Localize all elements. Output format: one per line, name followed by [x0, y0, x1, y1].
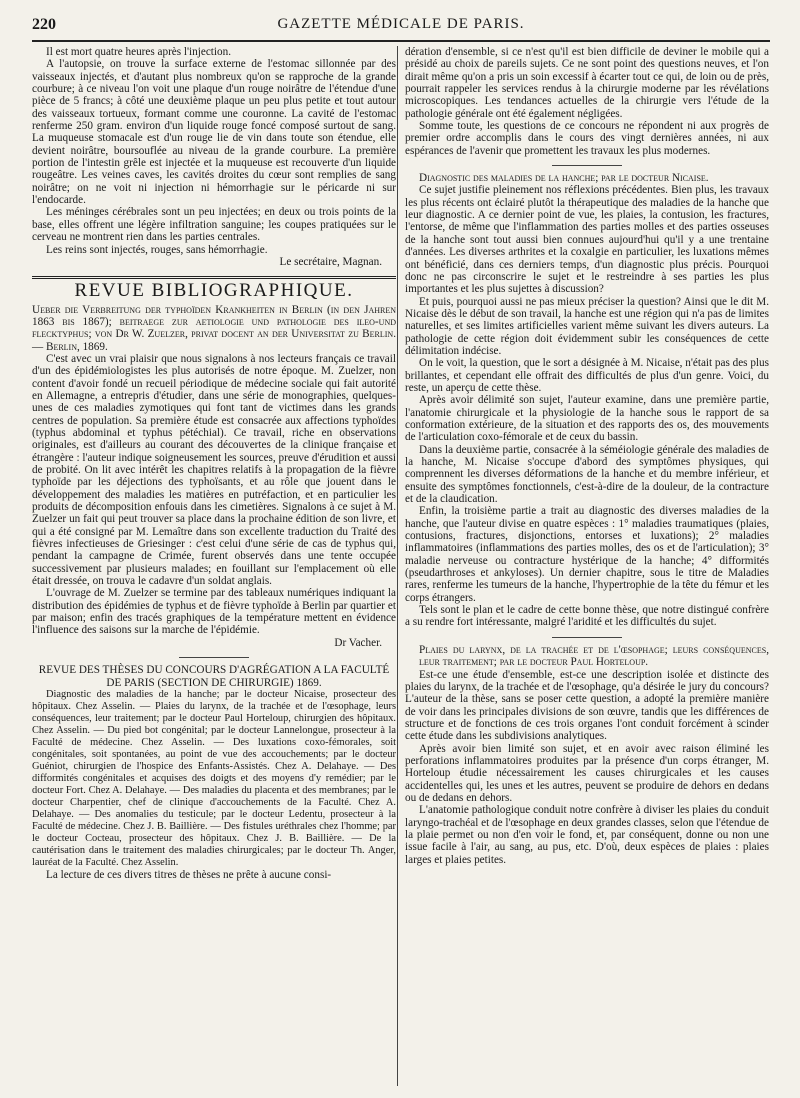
- subsection-heading: Plaies du larynx, de la trachée et de l'œsophage; leurs conséquences, leur traitement; par le docteur Paul Horteloup.: [419, 643, 769, 669]
- paragraph: Dans la deuxième partie, consacrée à la séméiologie générale des maladies de la hanche, M. Nicaise s'occupe d'abord des symptômes physiques, qui comprennent les diverses déformations de la hanche et du membre inférieur, et ensuite des symptômes fonctionnels, c'est-à-dire de la douleur, de la contracture et de la claudication.: [405, 443, 769, 506]
- paragraph: A l'autopsie, on trouve la surface externe de l'estomac sillonnée par des vaisseaux injectés, et d'autant plus nombreux qu'on se rapproche de la grande courbure; à ce niveau l'on voit une plaque d'un rouge noirâtre de l'étendue d'une pièce de 5 francs; à côté une deuxième plaque un peu plus petite et tout autour des vaisseaux tortueux, formant comme une couronne. La cavité de l'estomac renferme 250 gram. environ d'un liquide rouge foncé composé surtout de sang. La muqueuse stomacale est d'un rouge lie de vin dans toute son étendue, elle devient noirâtre, boursouflée au niveau de la grande courbure. La première portion de l'intestin grêle est injectée et la muqueuse est recouverte d'un liquide rougeâtre. Les veines caves, les cavités droites du cœur sont remplies de sang noirâtre; on ne voit ni injection ni hémorrhagie sur le péricarde ni sur l'endocarde.: [32, 58, 396, 207]
- left-column: [32, 46, 396, 881]
- paragraph: L'anatomie pathologique conduit notre confrère à diviser les plaies du conduit laryngo-trachéal et de l'œsophage en deux grandes classes, selon que l'étendue de la plaie permet ou non d'en voir le fond, et, par conséquent, donne ou non une issue facile à l'air, au sang, au pus, etc. D'où, deux espèces de plaies : plaies larges et plaies petites.: [405, 804, 769, 866]
- paragraph: dération d'ensemble, si ce n'est qu'il est bien difficile de deviner le mobile qui a présidé au choix de pareils sujets. Ce ne sont point des questions neuves, et l'on dirait même qu'on a pris un soin excessif à écarter tout ce qui, de loin ou de près, pourrait rappeler les services rendus à la chirurgie moderne par les révélations microscopiques. Les tendances actuelles de la chirurgie vers l'étude de la pathologie générale ont été également négligées.: [405, 46, 769, 120]
- page-number: 220: [32, 16, 56, 33]
- paragraph: Ce sujet justifie pleinement nos réflexions précédentes. Bien plus, les travaux les plus récents ont éclairé plutôt la thérapeutique des maladies de la hanche que leur diagnostic. A ce dernier point de vue, les plaies, la contusion, les fractures, l'entorse, de même que l'inflammation des parties molles et des parties osseuses de la hanche sont tout aussi bien connues aujourd'hui qu'il y a une trentaine d'années. Les diverses arthrites et la coxalgie en particulier, les luxations mêmes ont bénéficié, dans ces derniers temps, d'un diagnostic plus précis. Pourquoi donc ne pas circonscrire le sujet et le restreindre à ses parties les plus importantes et les plus sujettes à discussion?: [405, 184, 769, 296]
- paragraph: Après avoir bien limité son sujet, et en avoir avec raison éliminé les perforations inflammatoires produites par la présence d'un corps étranger, M. Horteloup étudie nécessairement les causes chirurgicales et les causes accidentelles qui, les unes et les autres, peuvent se produire de dehors en dedans ou de dedans en dehors.: [405, 742, 769, 804]
- paragraph: Tels sont le plan et le cadre de cette bonne thèse, que notre distingué confrère a su rendre fort intéressante, malgré l'aridité et les difficultés du sujet.: [405, 604, 769, 629]
- separator: [179, 657, 249, 658]
- paragraph: Est-ce une étude d'ensemble, est-ce une description isolée et distincte des plaies du larynx, de la trachée et de l'œsophage, qu'a désirée le jury du concours? L'auteur de la thèse, sans se poser cette question, a adopté la première manière de voir dans les principales divisions de son œuvre, tandis que les différences de structure et de fonctions de ces trois organes l'ont conduit forcément à scinder cette étude dans les subdivisions analytiques.: [405, 668, 769, 743]
- running-title: GAZETTE MÉDICALE DE PARIS.: [277, 16, 525, 32]
- paragraph: Enfin, la troisième partie a trait au diagnostic des diverses maladies de la hanche, que l'auteur divise en quatre espèces : 1° maladies traumatiques (plaies, contusions, fractures, disjonctions, entorses et luxations); 2° maladies inflammatoires (inflammations des parties molles, des os et de l'articulation); 3° maladie nerveuse ou contracture hystérique de la hanche; 4° difformités (pseudarthroses et ankyloses). Un dernier chapitre, sous le titre de Maladies rares, renferme les tumeurs de la hanche, l'hypertrophie de la tête du fémur et les corps étrangers.: [405, 505, 769, 604]
- right-column: [405, 46, 769, 866]
- book-reference: Ueber die Verbreitung der typhoïden Krankheiten in Berlin (in den Jahren 1863 bis 1867); beitraege zur aetiologie und pathologie des ileo-und flecktyphus; von Dr W. Zuelzer, privat docent an der Universitat zu Berlin. — Berlin, 1869.: [32, 303, 396, 353]
- signature: Dr Vacher.: [334, 636, 382, 649]
- theses-title: REVUE DES THÈSES DU CONCOURS D'AGRÉGATION A LA FACULTÉ DE PARIS (SECTION DE CHIRURGIE) 1869.: [38, 664, 390, 689]
- separator: [552, 637, 622, 638]
- paragraph: C'est avec un vrai plaisir que nous signalons à nos lecteurs français ce travail d'un des épidémiologistes les plus autorisés de notre époque. M. Zuelzer, non content d'avoir fondé un recueil périodique de médecine sociale qui fait autorité en Allemagne, a entrepris d'étudier, dans une série de monographies, quelques-unes de ces maladies zymotiques qui font tant de victimes dans les grands centres de population. Sa première étude est consacrée aux affections typhoïdes (typhus abdominal et typhus pétéchial). Ce travail, riche en observations originales, est d'ailleurs au courant des découvertes de la clinique française et étrangère : l'auteur indique soigneusement les sources, preuve d'érudition et aussi de probité. On lit avec intérêt les chapitres relatifs à la propagation de la fièvre typhoïde par les déjections des typhoïsants, et au rôle que jouent dans le développement des maladies les matières en putréfaction, et en particulier les produits de décomposition enfouis dans les cimetières. Signalons à ce sujet à M. Zuelzer un fait qui peut trouver sa place dans la prochaine édition de son livre, et qui a été consigné par M. Lemaître dans son excellente traduction du Traité des fièvres infectieuses de Griesinger : c'est celui d'une série de cas de typhus qui, pendant la campagne de Crimée, furent observés dans une tente occupée successivement par plusieurs malades; en fouillant sur l'emplacement où elle était dressée, on trouva le cadavre d'un soldat anglais.: [32, 352, 396, 588]
- paragraph: L'ouvrage de M. Zuelzer se termine par des tableaux numériques indiquant la distribution des épidémies de typhus et de fièvre typhoïde à Berlin par quartier et par maison; enfin des tracés graphiques de la température mettent en évidence l'influence des saisons sur la marche de l'épidémie.: [32, 587, 396, 637]
- paragraph: On le voit, la question, que le sort a désignée à M. Nicaise, n'était pas des plus brillantes, et cependant elle offrait des difficultés de plus d'un genre. Voici, du reste, un aperçu de cette thèse.: [405, 357, 769, 394]
- separator: [552, 165, 622, 166]
- section-title: REVUE BIBLIOGRAPHIQUE.: [74, 280, 354, 302]
- paragraph: Et puis, pourquoi aussi ne pas mieux préciser la question? Ainsi que le dit M. Nicaise dès le début de son travail, la hanche est une région qui n'a pas de limites naturelles, et ses limites artificielles varient même suivant les divers auteurs. La pathologie de cette région doit évidemment subir les conséquences de cette délimitation indécise.: [405, 295, 769, 357]
- page-header: [32, 14, 770, 42]
- paragraph: Les reins sont injectés, rouges, sans hémorrhagie.: [46, 243, 268, 256]
- paragraph: La lecture de ces divers titres de thèses ne prête à aucune consi-: [46, 868, 332, 881]
- section-rule: [32, 276, 396, 279]
- signature: Le secrétaire, Magnan.: [279, 255, 382, 268]
- theses-list: Diagnostic des maladies de la hanche; par le docteur Nicaise, prosecteur des hôpitaux. Chez Asselin. — Plaies du larynx, de la trachée et de l'œsophage, leurs conséquences, leur traitement; par le docteur Paul Horteloup, chirurgien des hôpitaux. Chez Asselin. — Du pied bot congénital; par le docteur Lannelongue, prosecteur à la Faculté de médecine. Chez Asselin. — Des luxations coxo-fémorales, soit congénitales, soit spontanées, au point de vue des accouchements; par le docteur Guéniot, chirurgien de l'hospice des Enfants-Assistés. Chez A. Delahaye. — Des difformités congénitales et acquises des doigts et des moyens d'y remédier; par le docteur Fort. Chez A. Delahaye. — Des maladies du placenta et des membranes; par le docteur Charpentier, chef de clinique d'accouchements de la Faculté. Chez A. Delahaye. — Des anomalies du testicule; par le docteur Ledentu, prosecteur à la Faculté de médecine. Chez J. B. Baillière. — Des fistules uréthrales chez l'homme; par le docteur Cocteau, prosecteur des hôpitaux. Chez J. B. Baillière. — De la cautérisation dans le traitement des maladies chirurgicales; par le docteur Th. Anger, lauréat de la Faculté. Chez Asselin.: [32, 688, 396, 868]
- paragraph: Il est mort quatre heures après l'injection.: [46, 46, 231, 58]
- paragraph: Après avoir délimité son sujet, l'auteur examine, dans une première partie, l'anatomie chirurgicale et la physiologie de la hanche sous le rapport de sa conformation extérieure, de la situation et des rapports des os, des mouvements de l'articulation coxo-fémorale et de ceux du bassin.: [405, 394, 769, 444]
- paragraph: Somme toute, les questions de ce concours ne répondent ni aux progrès de premier ordre accomplis dans le cours des vingt dernières années, ni aux espérances de l'avenir que promettent les travaux les plus modernes.: [405, 120, 769, 157]
- subsection-heading: Diagnostic des maladies de la hanche; par le docteur Nicaise.: [419, 172, 709, 185]
- paragraph: Les méninges cérébrales sont un peu injectées; en deux ou trois points de la base, elles offrent une légère infiltration sanguine; les coupes pratiquées sur le cerveau ne montrent rien dans les parties centrales.: [32, 206, 396, 244]
- column-divider: [397, 46, 398, 1086]
